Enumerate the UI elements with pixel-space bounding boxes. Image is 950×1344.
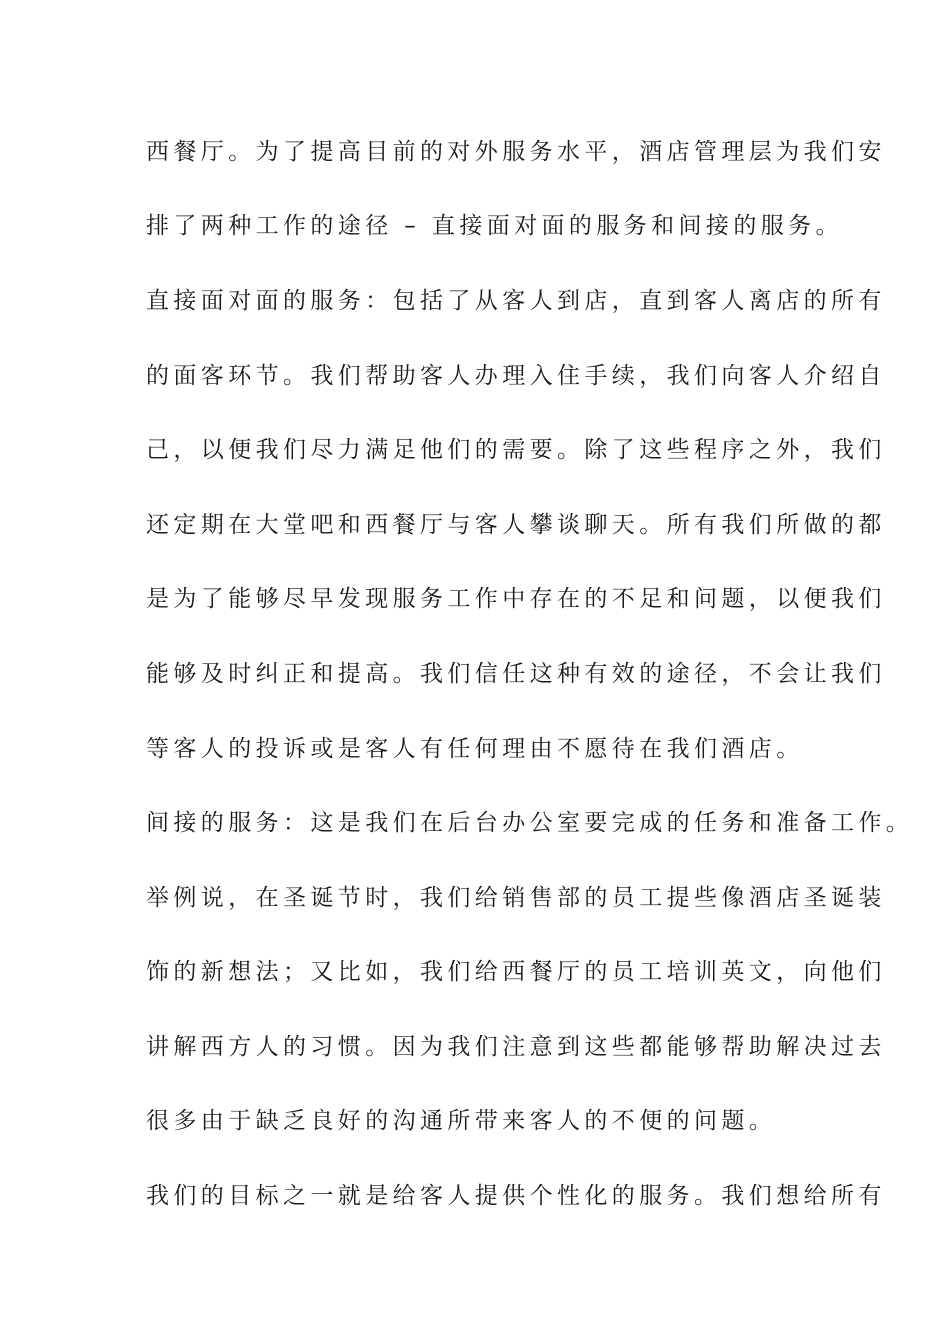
text-line-8: 能够及时纠正和提高。我们信任这种有效的途径，不会让我们 xyxy=(146,661,886,687)
text-line-11: 举例说，在圣诞节时，我们给销售部的员工提些像酒店圣诞装 xyxy=(146,885,886,911)
text-line-9: 等客人的投诉或是客人有任何理由不愿待在我们酒店。 xyxy=(146,736,804,762)
text-line-3: 直接面对面的服务：包括了从客人到店，直到客人离店的所有 xyxy=(146,288,886,314)
text-line-7: 是为了能够尽早发现服务工作中存在的不足和问题，以便我们 xyxy=(146,586,886,612)
text-line-6: 还定期在大堂吧和西餐厅与客人攀谈聊天。所有我们所做的都 xyxy=(146,512,886,538)
text-line-2: 排了两种工作的途径 – 直接面对面的服务和间接的服务。 xyxy=(146,213,843,239)
text-line-1: 西餐厅。为了提高目前的对外服务水平，酒店管理层为我们安 xyxy=(146,139,886,165)
text-line-14: 很多由于缺乏良好的沟通所带来客人的不便的问题。 xyxy=(146,1108,777,1134)
text-line-12: 饰的新想法；又比如，我们给西餐厅的员工培训英文，向他们 xyxy=(146,959,886,985)
text-line-4: 的面客环节。我们帮助客人办理入住手续，我们向客人介绍自 xyxy=(146,363,886,389)
text-line-15: 我们的目标之一就是给客人提供个性化的服务。我们想给所有 xyxy=(146,1183,886,1209)
text-line-10: 间接的服务：这是我们在后台办公室要完成的任务和准备工作。 xyxy=(146,810,914,836)
text-line-13: 讲解西方人的习惯。因为我们注意到这些都能够帮助解决过去 xyxy=(146,1034,886,1060)
text-line-5: 己，以便我们尽力满足他们的需要。除了这些程序之外，我们 xyxy=(146,437,886,463)
